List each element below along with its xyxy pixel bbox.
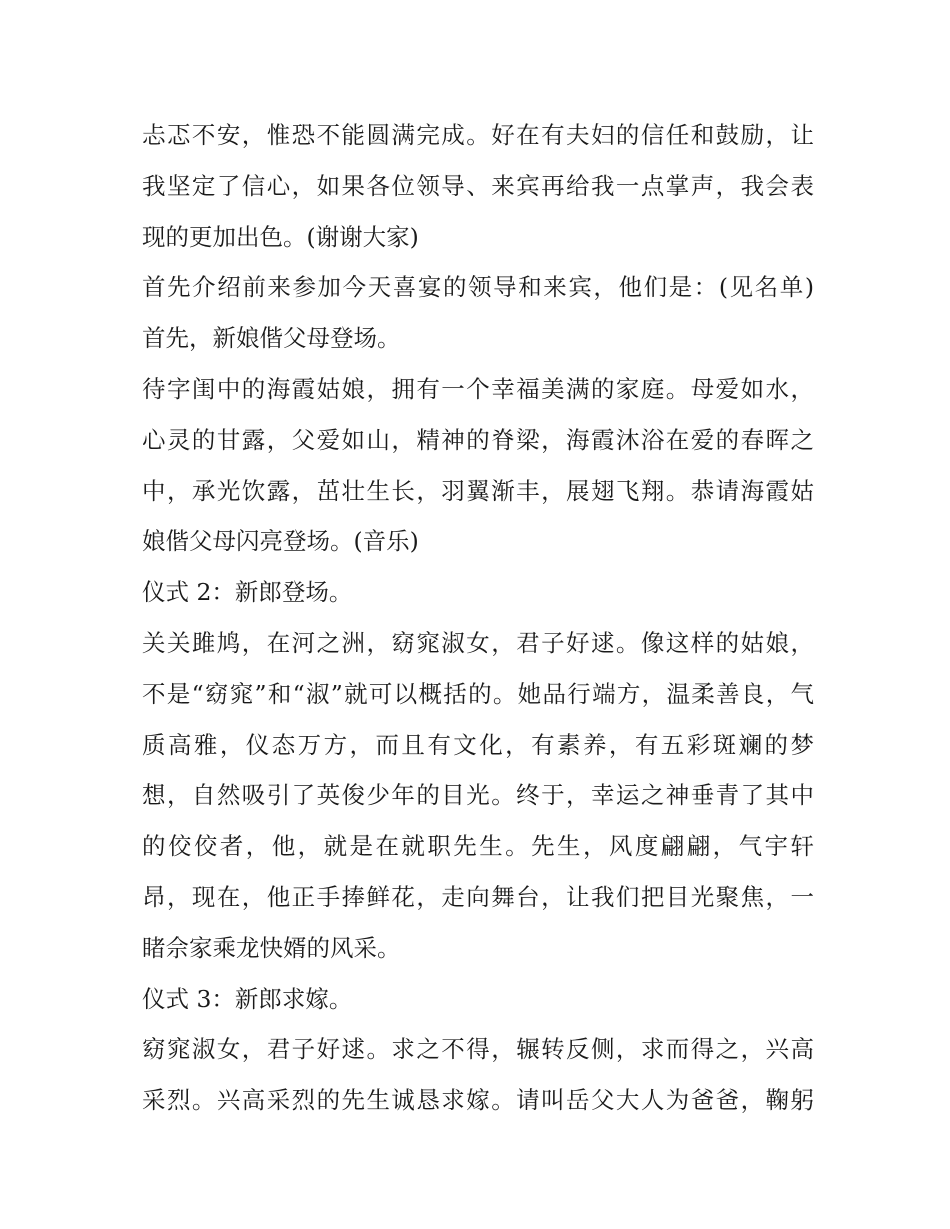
text-line: 首先介绍前来参加今天喜宴的领导和来宾，他们是：(见名单) (142, 273, 814, 302)
text-line: 不是“窈窕”和“淑”就可以概括的。她品行端方，温柔善良，气 (142, 679, 814, 708)
section-heading: 仪式 3：新郎求嫁。 (142, 984, 353, 1013)
text-line: 中，承光饮露，茁壮生长，羽翼渐丰，展翅飞翔。恭请海霞姑 (142, 476, 814, 505)
section-heading: 仪式 2：新郎登场。 (142, 578, 353, 607)
text-line: 待字闺中的海霞姑娘，拥有一个幸福美满的家庭。母爱如水， (142, 374, 814, 403)
text-line: 心灵的甘露，父爱如山，精神的脊梁，海霞沐浴在爱的春晖之 (142, 425, 814, 454)
text-line: 的佼佼者，他，就是在就职先生。先生，风度翩翩，气宇轩 (142, 832, 814, 861)
text-line: 我坚定了信心，如果各位领导、来宾再给我一点掌声，我会表 (142, 171, 814, 200)
text-line: 关关雎鸠，在河之洲，窈窕淑女，君子好逑。像这样的姑娘， (142, 628, 814, 657)
text-line: 想，自然吸引了英俊少年的目光。终于，幸运之神垂青了其中 (142, 781, 814, 810)
text-line: 质高雅，仪态万方，而且有文化，有素养，有五彩斑斓的梦 (142, 730, 814, 759)
text-line: 昂，现在，他正手捧鲜花，走向舞台，让我们把目光聚焦，一 (142, 882, 814, 911)
text-line: 睹佘家乘龙快婿的风采。 (142, 933, 401, 962)
document-body (142, 110, 814, 1126)
text-line: 忐忑不安，惟恐不能圆满完成。好在有夫妇的信任和鼓励，让 (142, 121, 814, 149)
text-line: 娘偕父母闪亮登场。(音乐) (142, 527, 419, 556)
text-line: 现的更加出色。(谢谢大家) (142, 222, 419, 251)
text-line: 采烈。兴高采烈的先生诚恳求嫁。请叫岳父大人为爸爸，鞠躬 (142, 1086, 814, 1115)
text-line: 窈窕淑女，君子好逑。求之不得，辗转反侧，求而得之，兴高 (142, 1035, 814, 1064)
text-line: 首先，新娘偕父母登场。 (142, 324, 401, 353)
